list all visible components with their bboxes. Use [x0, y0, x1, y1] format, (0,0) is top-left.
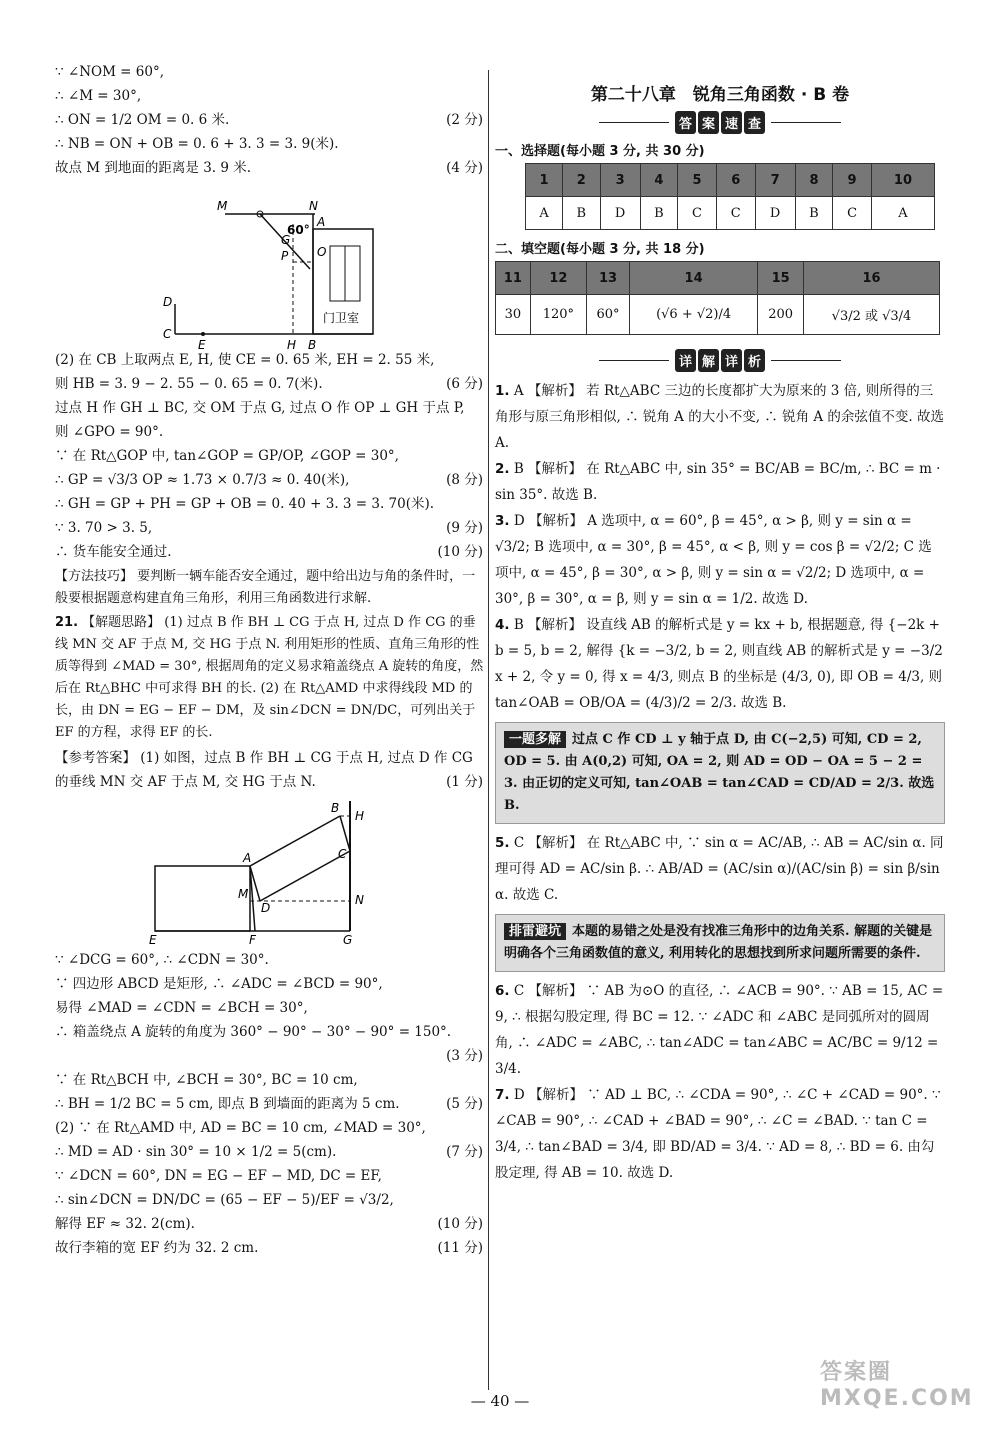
solution-line: [55, 108, 485, 132]
left-column: [55, 60, 485, 1260]
banner-char: 案: [698, 111, 719, 134]
answer-cell: 30: [496, 295, 531, 335]
line-text: (2) 在 CB 上取两点 E, H, 使 CE = 0. 65 米, EH = 2. 55 米,: [55, 352, 435, 368]
answer-cell: B: [795, 197, 833, 230]
solution-part1: [55, 60, 485, 180]
score: (10 分): [437, 1216, 483, 1232]
item-number: 6.: [495, 983, 510, 999]
item-text: C 【解析】 ∵ AB 为⊙O 的直径, ∴ ∠ACB = 90°. ∵ AB = 15, AC = 9, ∴ 根据勾股定理, 得 BC = 12. ∵ ∠ADC 和 ∠ABC 是同弧所对的圆周角, ∴ ∠ADC = ∠ABC, ∴ tan∠ADC = tan∠ABC = AC/BC = 9/12 = 3/4.: [495, 983, 944, 1077]
banner-char: 详: [675, 349, 696, 372]
chapter-title: 第二十八章 锐角三角函数 · B 卷: [590, 85, 850, 105]
item-number: 7.: [495, 1087, 510, 1103]
line-text: ∵ 四边形 ABCD 是矩形, ∴ ∠ADC = ∠BCD = 90°,: [55, 976, 383, 992]
solution-line: [55, 972, 485, 996]
q21-idea: [55, 612, 485, 744]
label-F: F: [249, 933, 256, 947]
watermark: [820, 1360, 974, 1412]
solution-part3: [55, 948, 485, 1260]
choice-answer-table: [525, 163, 935, 230]
solution-line: [55, 1116, 485, 1140]
explanation-item: [495, 612, 945, 716]
solution-line: [55, 1236, 485, 1260]
item-number: 5.: [495, 835, 510, 851]
label-B: B: [308, 338, 317, 352]
question-number-cell: 3: [600, 164, 640, 197]
answer-cell: 200: [758, 295, 804, 335]
answer-cell: B: [640, 197, 678, 230]
solution-line: [55, 396, 485, 420]
score: (5 分): [446, 1096, 483, 1112]
explanations-1-4: [495, 378, 945, 716]
solution-line: [55, 468, 485, 492]
line-text: ∴ 箱盖绕点 A 旋转的角度为 360° − 90° − 30° − 90° = 150°.: [55, 1024, 452, 1040]
explanation-item: [495, 456, 945, 508]
line-text: ∵ 在 Rt△GOP 中, tan∠GOP = GP/OP, ∠GOP = 30°,: [55, 448, 399, 464]
line-text: ∴ sin∠DCN = DN/DC = (65 − EF − 5)/EF = √3/2,: [55, 1192, 394, 1208]
line-text: ∵ ∠DCN = 60°, DN = EG − EF − MD, DC = EF,: [55, 1168, 382, 1184]
ref-answer-line2-text: 的垂线 MN 交 AF 于点 M, 交 HG 于点 N.: [55, 774, 316, 790]
solution-line: [55, 1044, 485, 1068]
score: (7 分): [446, 1144, 483, 1160]
item-number: 4.: [495, 617, 510, 633]
label-G: G: [281, 233, 291, 247]
label-M: M: [217, 199, 228, 213]
solution-line: [55, 444, 485, 468]
label-G: G: [343, 933, 353, 947]
question-number-cell: 2: [563, 164, 601, 197]
line-text: ∴ ∠M = 30°,: [55, 88, 142, 104]
label-D: D: [261, 901, 271, 915]
banner-char: 速: [721, 111, 742, 134]
question-number-cell: 12: [530, 262, 586, 295]
line-text: (2) ∵ 在 Rt△AMD 中, AD = BC = 10 cm, ∠MAD = 30°,: [55, 1120, 426, 1136]
line-text: 故行李箱的宽 EF 约为 32. 2 cm.: [55, 1240, 259, 1256]
label-A: A: [243, 851, 252, 865]
line-text: ∴ ON = 1/2 OM = 0. 6 米.: [55, 112, 230, 128]
item-text: D 【解析】 ∵ AD ⊥ BC, ∴ ∠CDA = 90°, ∴ ∠C + ∠CAD = 90°. ∵ ∠CAB = 90°, ∴ ∠CAD + ∠BAD = 90°, ∴ ∠C = ∠BAD. ∵ tan C = 3/4, ∴ tan∠BAD = 3/4, 即 BD/AD = 3/4. ∵ AD = 8, ∴ BD = 6. 由勾股定理, 得 AB = 10. 故选 D.: [495, 1087, 941, 1181]
question-number-cell: 10: [871, 164, 934, 197]
detail-banner: [495, 349, 945, 372]
solution-line: [55, 348, 485, 372]
solution-line: [55, 948, 485, 972]
question-number-cell: 5: [678, 164, 717, 197]
line-text: ∴ MD = AD · sin 30° = 10 × 1/2 = 5(cm).: [55, 1144, 337, 1160]
line-text: ∴ GH = GP + PH = GP + OB = 0. 40 + 3. 3 = 3. 70(米).: [55, 496, 435, 512]
answer-cell: D: [755, 197, 795, 230]
explanations-6-7: [495, 978, 945, 1186]
explanation-item: [495, 830, 945, 908]
multi-solution-box: [495, 722, 945, 824]
box-tag: 排雷避坑: [504, 923, 566, 940]
label-B: B: [331, 801, 340, 815]
ref-answer-head: [55, 746, 485, 770]
question-number-cell: 4: [640, 164, 678, 197]
answer-cell: A: [871, 197, 934, 230]
item-number: 1.: [495, 383, 510, 399]
solution-line: [55, 540, 485, 564]
line-text: ∴ GP = √3/3 OP ≈ 1.73 × 0.7/3 ≈ 0. 40(米),: [55, 472, 350, 488]
solution-line: [55, 60, 485, 84]
score: (6 分): [446, 376, 483, 392]
solution-line: [55, 84, 485, 108]
answer-cell: B: [563, 197, 601, 230]
banner-char: 查: [744, 111, 765, 134]
banner-char: 答: [675, 111, 696, 134]
score: (3 分): [446, 1048, 483, 1064]
label-O: O: [317, 245, 327, 259]
watermark-line: MXQE.COM: [820, 1386, 974, 1411]
explanation-item: [495, 978, 945, 1082]
label-A: A: [317, 215, 326, 229]
line-text: 过点 H 作 GH ⊥ BC, 交 OM 于点 G, 过点 O 作 OP ⊥ GH 于点 P,: [55, 400, 465, 416]
line-text: ∴ BH = 1/2 BC = 5 cm, 即点 B 到墙面的距离为 5 cm.: [55, 1096, 400, 1112]
line-text: 则 HB = 3. 9 − 2. 55 − 0. 65 = 0. 7(米).: [55, 376, 323, 392]
line-text: ∵ 在 Rt△BCH 中, ∠BCH = 30°, BC = 10 cm,: [55, 1072, 358, 1088]
line-text: 解得 EF ≈ 32. 2(cm).: [55, 1216, 195, 1232]
answer-cell: √3/2 或 √3/4: [804, 295, 940, 335]
answer-cell: (√6 + √2)/4: [629, 295, 757, 335]
box-tag: 一题多解: [504, 731, 566, 748]
line-text: ∵ ∠DCG = 60°, ∴ ∠CDN = 30°.: [55, 952, 269, 968]
item-text: C 【解析】 在 Rt△ABC 中, ∵ sin α = AC/AB, ∴ AB = AC/sin α. 同理可得 AD = AC/sin β. ∴ AB/AD = (AC/sin α)/(AC/sin β) = sin β/sin α. 故选 C.: [495, 835, 944, 903]
figure-suitcase: [55, 796, 485, 946]
line-text: ∴ 货车能安全通过.: [55, 544, 172, 560]
label-P: P: [281, 249, 289, 263]
line-text: ∵ 3. 70 > 3. 5,: [55, 520, 153, 536]
line-text: ∵ ∠NOM = 60°,: [55, 64, 165, 80]
method-tip: 【方法技巧】 要判断一辆车能否安全通过，题中给出边与角的条件时，一般要根据题意构建直角三角形，利用三角函数进行求解.: [55, 569, 476, 606]
label-H: H: [287, 338, 297, 352]
pitfall-box: [495, 914, 945, 972]
solution-line: [55, 372, 485, 396]
answer-cell: D: [600, 197, 640, 230]
score: (1 分): [446, 774, 483, 790]
label-angle: 60°: [287, 223, 310, 237]
explanation-item: [495, 1082, 945, 1186]
score: (4 分): [446, 160, 483, 176]
item-number: 3.: [495, 513, 510, 529]
solution-line: [55, 492, 485, 516]
explanation-item: [495, 378, 945, 456]
label-D: D: [163, 295, 173, 309]
figure-gate-truck: [55, 184, 485, 352]
answer-cell: C: [678, 197, 717, 230]
answer-cell: 120°: [530, 295, 586, 335]
choice-heading: 一、选择题(每小题 3 分, 共 30 分): [495, 144, 705, 159]
label-N: N: [309, 199, 318, 213]
solution-line: [55, 1020, 485, 1044]
question-number-cell: 11: [496, 262, 531, 295]
ref-answer-text: 【参考答案】 (1) 如图，过点 B 作 BH ⊥ CG 于点 H, 过点 D 作 CG: [55, 750, 473, 766]
item-text: B 【解析】 设直线 AB 的解析式是 y = kx + b, 根据题意, 得 {−2k + b = 5, b = 2, 解得 {k = −3/2, b = 2, 则直线 AB 的解析式是 y = −3/2 x + 2, 令 y = 0, 得 x = 4/3, 则点 B 的坐标是 (4/3, 0), 即 OB = 4/3, 则 tan∠OAB = OB/OA = (4/3)/2 = 2/3. 故选 B.: [495, 617, 943, 711]
fill-heading: 二、填空题(每小题 3 分, 共 18 分): [495, 242, 705, 257]
score: (8 分): [446, 472, 483, 488]
label-C: C: [163, 327, 172, 341]
banner-char: 详: [721, 349, 742, 372]
line-text: 故点 M 到地面的距离是 3. 9 米.: [55, 160, 252, 176]
label-N: N: [355, 893, 364, 907]
q21-idea-text: 【解题思路】 (1) 过点 B 作 BH ⊥ CG 于点 H, 过点 D 作 CG 的垂线 MN 交 AF 于点 M, 交 HG 于点 N. 利用矩形的性质、直角三角形的性质等得到 ∠MAD = 30°, 根据周角的定义易求箱盖绕点 A 旋转的角度，然后在 Rt△BHC 中可求得 BH 的长. (2) 在 Rt△AMD 中求得线段 MD 的长，由 DN = EG − EF − DM，及 sin∠DCN = DN/DC，可列出关于 EF 的方程，求得 EF 的长.: [55, 615, 484, 740]
label-M: M: [238, 887, 249, 901]
line-text: 易得 ∠MAD = ∠CDN = ∠BCH = 30°,: [55, 1000, 308, 1016]
score: (11 分): [437, 1240, 483, 1256]
score: (10 分): [437, 544, 483, 560]
label-H: H: [355, 809, 365, 823]
solution-line: [55, 1212, 485, 1236]
watermark-line: 答案圈: [820, 1360, 893, 1385]
item-number: 2.: [495, 461, 510, 477]
solution-line: [55, 996, 485, 1020]
label-E: E: [198, 338, 206, 352]
line-text: ∴ NB = ON + OB = 0. 6 + 3. 3 = 3. 9(米).: [55, 136, 339, 152]
box-text: 本题的易错之处是没有找准三角形中的边角关系. 解题的关键是明确各个三角函数值的意义, 利用转化的思想找到所求问题所需要的条件.: [504, 924, 933, 961]
item-text: A 【解析】 若 Rt△ABC 三边的长度都扩大为原来的 3 倍, 则所得的三角形与原三角形相似, ∴ 锐角 A 的大小不变, ∴ 锐角 A 的余弦值不变. 故选 A.: [495, 383, 944, 451]
solution-line: [55, 1164, 485, 1188]
question-number-cell: 16: [804, 262, 940, 295]
solution-line: [55, 132, 485, 156]
answer-cell: A: [526, 197, 563, 230]
quick-answer-banner: [495, 111, 945, 134]
item-text: D 【解析】 A 选项中, α = 60°, β = 45°, α > β, 则 y = sin α = √3/2; B 选项中, α = 30°, β = 45°, α < β, 则 y = cos β = √2/2; C 选项中, α = 45°, β = 30°, α > β, 则 y = sin α = √2/2; D 选项中, α = 30°, β = 30°, α = β, 则 y = sin α = 1/2. 故选 D.: [495, 513, 932, 607]
question-number-cell: 1: [526, 164, 563, 197]
page-number: — 40 —: [470, 1392, 530, 1410]
score: (9 分): [446, 520, 483, 536]
score: (2 分): [446, 112, 483, 128]
answer-cell: C: [833, 197, 872, 230]
answer-cell: 60°: [587, 295, 630, 335]
q21-number: 21.: [55, 615, 79, 630]
solution-line: [55, 1140, 485, 1164]
column-divider: [488, 70, 489, 1390]
label-room: 门卫室: [323, 311, 360, 325]
explanation-item: [495, 508, 945, 612]
line-text: 则 ∠GPO = 90°.: [55, 424, 164, 440]
question-number-cell: 7: [755, 164, 795, 197]
box-text: 过点 C 作 CD ⊥ y 轴于点 D, 由 C(−2,5) 可知, CD = 2, OD = 5. 由 A(0,2) 可知, OA = 2, 则 AD = OD − OA = 5 − 2 = 3. 由正切的定义可知, tan∠OAB = tan∠CAD = CD/AD = 2/3. 故选 B.: [504, 732, 935, 813]
question-number-cell: 6: [716, 164, 755, 197]
label-E: E: [149, 933, 157, 947]
solution-line: [55, 1188, 485, 1212]
solution-line: [55, 1068, 485, 1092]
right-column: [495, 60, 945, 1186]
solution-line: [55, 156, 485, 180]
question-number-cell: 9: [833, 164, 872, 197]
answer-cell: C: [716, 197, 755, 230]
solution-line: [55, 420, 485, 444]
ref-answer-line2: [55, 770, 485, 794]
solution-part2: [55, 348, 485, 564]
fill-answer-table: [495, 261, 940, 335]
item-text: B 【解析】 在 Rt△ABC 中, sin 35° = BC/AB = BC/m, ∴ BC = m · sin 35°. 故选 B.: [495, 461, 941, 503]
question-number-cell: 13: [587, 262, 630, 295]
solution-line: [55, 1092, 485, 1116]
question-number-cell: 15: [758, 262, 804, 295]
question-number-cell: 8: [795, 164, 833, 197]
banner-char: 解: [698, 349, 719, 372]
question-number-cell: 14: [629, 262, 757, 295]
banner-char: 析: [744, 349, 765, 372]
solution-line: [55, 516, 485, 540]
label-C: C: [338, 847, 347, 861]
